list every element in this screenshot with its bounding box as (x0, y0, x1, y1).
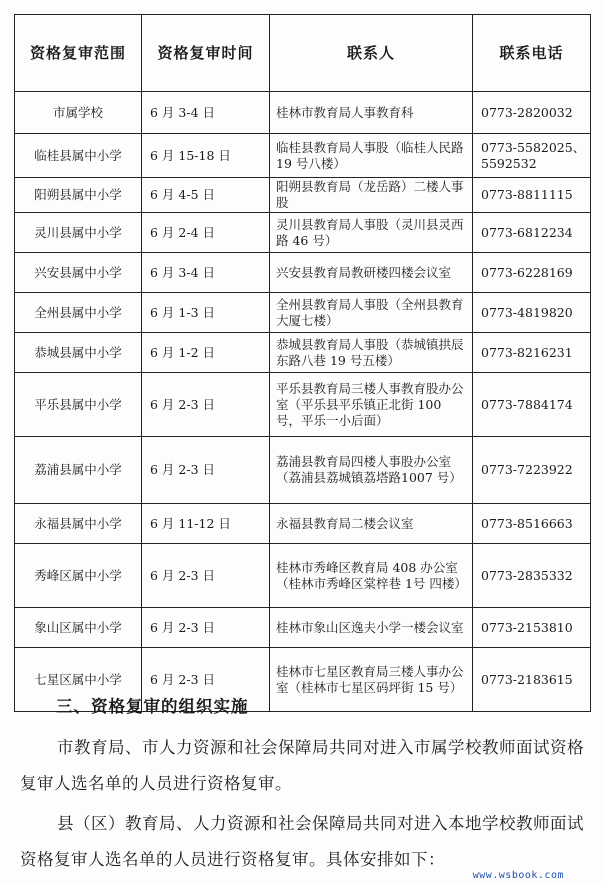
cell-phone: 0773-5582025、5592532 (473, 134, 591, 178)
cell-time: 6 月 15-18 日 (142, 134, 270, 178)
cell-contact: 桂林市象山区逸夫小学一楼会议室 (270, 608, 473, 648)
table-row (15, 504, 591, 544)
cell-phone: 0773-2835332 (473, 544, 591, 608)
cell-scope: 秀峰区属中小学 (15, 544, 142, 608)
cell-scope: 市属学校 (15, 92, 142, 134)
site-watermark: www.wsbook.com (472, 870, 564, 881)
cell-time: 6 月 2-4 日 (142, 213, 270, 253)
cell-phone: 0773-2820032 (473, 92, 591, 134)
cell-phone: 0773-7884174 (473, 373, 591, 437)
table-row (15, 544, 591, 608)
cell-time: 6 月 2-3 日 (142, 544, 270, 608)
cell-phone: 0773-4819820 (473, 293, 591, 333)
cell-scope: 永福县属中小学 (15, 504, 142, 544)
cell-scope: 全州县属中小学 (15, 293, 142, 333)
cell-scope: 灵川县属中小学 (15, 213, 142, 253)
cell-scope: 平乐县属中小学 (15, 373, 142, 437)
cell-phone: 0773-6228169 (473, 253, 591, 293)
table-body (15, 92, 591, 712)
cell-time: 6 月 2-3 日 (142, 437, 270, 504)
cell-phone: 0773-2153810 (473, 608, 591, 648)
cell-contact: 荔浦县教育局四楼人事股办公室（荔浦县荔城镇荔塔路1007 号） (270, 437, 473, 504)
table-row (15, 437, 591, 504)
qualification-review-table (14, 14, 591, 712)
cell-contact: 阳朔县教育局（龙岳路）二楼人事股 (270, 178, 473, 213)
table-row (15, 608, 591, 648)
cell-contact: 桂林市七星区教育局三楼人事办公室（桂林市七星区码坪街 15 号） (270, 648, 473, 712)
cell-time: 6 月 2-3 日 (142, 608, 270, 648)
cell-scope: 恭城县属中小学 (15, 333, 142, 373)
cell-phone: 0773-7223922 (473, 437, 591, 504)
header-scope: 资格复审范围 (15, 15, 142, 92)
header-phone: 联系电话 (473, 15, 591, 92)
header-contact: 联系人 (270, 15, 473, 92)
cell-phone: 0773-6812234 (473, 213, 591, 253)
cell-contact: 桂林市教育局人事教育科 (270, 92, 473, 134)
cell-time: 6 月 1-2 日 (142, 333, 270, 373)
cell-phone: 0773-8216231 (473, 333, 591, 373)
cell-time: 6 月 2-3 日 (142, 373, 270, 437)
cell-contact: 全州县教育局人事股（全州县教育大厦七楼） (270, 293, 473, 333)
cell-contact: 桂林市秀峰区教育局 408 办公室（桂林市秀峰区棠梓巷 1号 四楼） (270, 544, 473, 608)
cell-time: 6 月 11-12 日 (142, 504, 270, 544)
cell-scope: 阳朔县属中小学 (15, 178, 142, 213)
cell-contact: 灵川县教育局人事股（灵川县灵西路 46 号） (270, 213, 473, 253)
cell-time: 6 月 4-5 日 (142, 178, 270, 213)
cell-time: 6 月 3-4 日 (142, 253, 270, 293)
paragraph-city: 市教育局、市人力资源和社会保障局共同对进入市属学校教师面试资格复审人选名单的人员进行资格复审。 (20, 738, 584, 793)
table-row (15, 92, 591, 134)
cell-time: 6 月 1-3 日 (142, 293, 270, 333)
cell-contact: 兴安县教育局教研楼四楼会议室 (270, 253, 473, 293)
table-header-row (15, 15, 591, 92)
paragraph-county: 县（区）教育局、人力资源和社会保障局共同对进入本地学校教师面试资格复审人选名单的人员进行资格复审。具体安排如下： (20, 814, 584, 869)
cell-contact: 平乐县教育局三楼人事教育股办公室（平乐县平乐镇正北街 100 号，平乐一小后面） (270, 373, 473, 437)
header-time: 资格复审时间 (142, 15, 270, 92)
cell-scope: 临桂县属中小学 (15, 134, 142, 178)
table-row (15, 178, 591, 213)
table-row (15, 253, 591, 293)
cell-phone: 0773-8516663 (473, 504, 591, 544)
table-row (15, 134, 591, 178)
table-row (15, 293, 591, 333)
cell-scope: 七星区属中小学 (15, 648, 142, 712)
cell-contact: 临桂县教育局人事股（临桂人民路 19 号八楼） (270, 134, 473, 178)
table-row (15, 213, 591, 253)
cell-phone: 0773-8811115 (473, 178, 591, 213)
cell-scope: 兴安县属中小学 (15, 253, 142, 293)
table-row (15, 333, 591, 373)
cell-contact: 恭城县教育局人事股（恭城镇拱辰东路八巷 19 号五楼） (270, 333, 473, 373)
section-heading: 三、资格复审的组织实施 (56, 697, 249, 716)
cell-scope: 荔浦县属中小学 (15, 437, 142, 504)
cell-phone: 0773-2183615 (473, 648, 591, 712)
cell-time: 6 月 3-4 日 (142, 92, 270, 134)
table-row (15, 373, 591, 437)
cell-time: 6 月 2-3 日 (142, 648, 270, 712)
cell-contact: 永福县教育局二楼会议室 (270, 504, 473, 544)
cell-scope: 象山区属中小学 (15, 608, 142, 648)
